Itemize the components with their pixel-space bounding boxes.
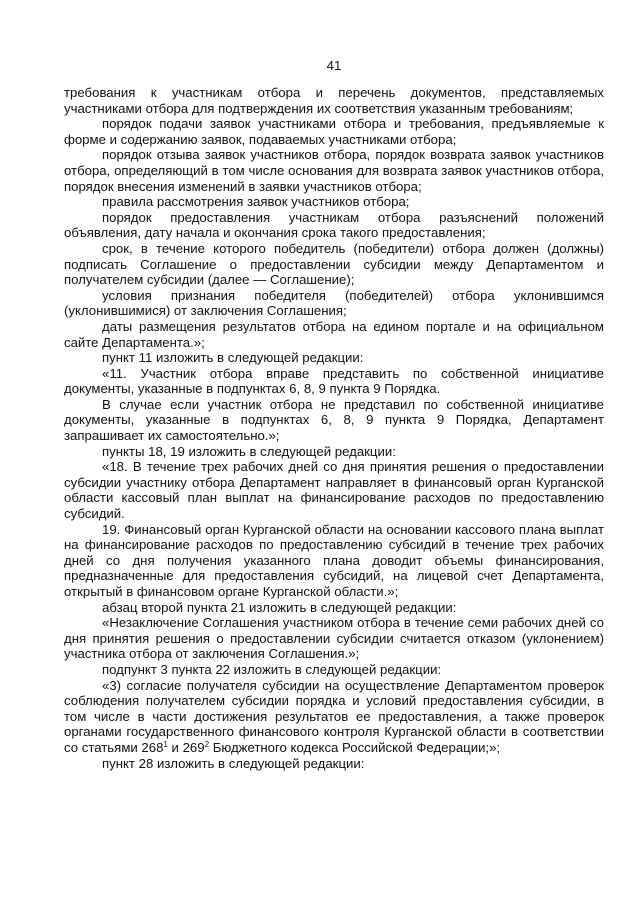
paragraph: подпункт 3 пункта 22 изложить в следующей редакции: (102, 661, 442, 677)
document-body (64, 85, 604, 771)
paragraph: абзац второй пункта 21 изложить в следующей редакции: (102, 599, 457, 615)
paragraph: «Незаключение Соглашения участником отбора в течение семи рабочих дней со дня принятия решения о предоставлении субсидии считается отказом (уклонением) участника отбора от заключения Соглашения.»; (64, 615, 604, 662)
superscript-1: 1 (163, 739, 168, 749)
paragraph: «11. Участник отбора вправе представить по собственной инициативе документы, указанные в подпунктах 6, 8, 9 пункта 9 Порядка. (64, 365, 604, 397)
paragraph: требования к участникам отбора и перечень документов, представляемых участниками отбора для подтверждения их соответствия указанным требованиям; (64, 85, 604, 116)
paragraph: 19. Финансовый орган Курганской области на основании кассового плана выплат на финансирование расходов по предоставлению субсидий в течение трех рабочих дней со дня получения указанного плана доводит объемы финансирования, предназначенные для предоставления субсидий, на лицевой счет Департамента, открытый в финансовом органе Курганской области.»; (64, 521, 604, 599)
paragraph: пункты 18, 19 изложить в следующей редакции: (102, 443, 396, 459)
paragraph: порядок подачи заявок участниками отбора и требования, предъявляемые к форме и содержанию заявок, подаваемых участниками отбора; (64, 116, 604, 147)
paragraph (64, 678, 604, 756)
paragraph-text-after: Бюджетного кодекса Российской Федерации;»; (209, 739, 501, 755)
paragraph: условия признания победителя (победителей) отбора уклонившимся (уклонившимися) от заключения Соглашения; (64, 287, 604, 319)
superscript-2: 2 (204, 739, 210, 749)
paragraph: даты размещения результатов отбора на едином портале и на официальном сайте Департамента.»; (64, 318, 604, 350)
paragraph: порядок предоставления участникам отбора разъяснений положений объявления, дату начала и окончания срока такого предоставления; (64, 209, 604, 241)
paragraph-text-middle: и 269 (167, 739, 205, 755)
paragraph: пункт 28 изложить в следующей редакции: (102, 755, 365, 771)
paragraph: срок, в течение которого победитель (победители) отбора должен (должны) подписать Соглашение о предоставлении субсидии между Департаментом и получателем субсидии (далее — Соглашение); (64, 240, 604, 288)
paragraph: В случае если участник отбора не представил по собственной инициативе документы, указанные в подпунктах 6, 8, 9 пункта 9 Порядка, Департамент запрашивает их самостоятельно.»; (64, 396, 604, 444)
paragraph: правила рассмотрения заявок участников отбора; (102, 194, 410, 210)
paragraph: пункт 11 изложить в следующей редакции: (102, 350, 364, 366)
paragraph-text-before: «3) согласие получателя субсидии на осуществление Департаментом проверок соблюдения получателем субсидии порядка и условий предоставления субсидии, в том числе в части достижения результатов ее предоставления, а также проверок органами государственного финансового контроля Курганской области в соответствии со статьями 268 (64, 677, 604, 755)
page-number: 41 (326, 58, 342, 73)
paragraph: «18. В течение трех рабочих дней со дня принятия решения о предоставлении субсидии участнику отбора Департамент направляет в финансовый орган Курганской области кассовый план выплат на финансирование расходов по предоставлению субсидий. (64, 459, 604, 522)
paragraph: порядок отзыва заявок участников отбора, порядок возврата заявок участников отбора, определяющий в том числе основания для возврата заявок участников отбора, порядок внесения изменений в заявки участников отбора; (64, 147, 604, 194)
